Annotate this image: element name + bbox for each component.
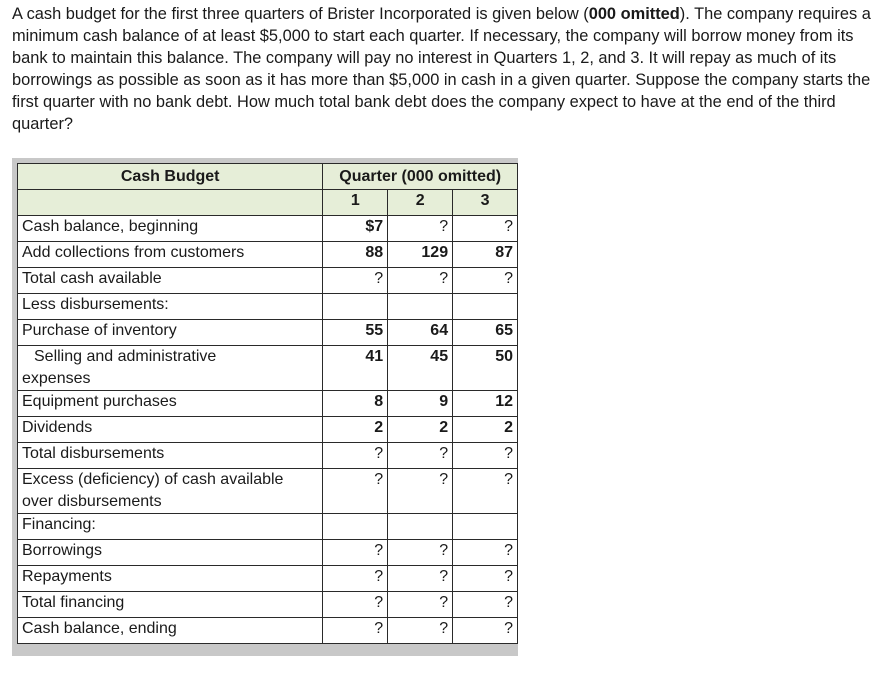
question-part-2: ). The company requires a minimum cash balance of at least $5,000 to start each quarter. If necessary, the company will borrow money from its bank to maintain this balance. The company will pay no interest in Quarters 1, 2, and 3. It will repay as much of its borrowings as possible as soon as it has more than $5,000 in cash in a given quarter. Suppose the company starts the first quarter with no bank debt. How much total bank debt does the company expect to have at the end of the third quarter? (12, 5, 871, 133)
quarter-2-header: 2 (388, 190, 453, 216)
value-cell: ? (453, 216, 518, 242)
value-cell: ? (388, 592, 453, 618)
value-cell: ? (323, 443, 388, 469)
value-cell: 2 (323, 417, 388, 443)
value-cell: ? (323, 592, 388, 618)
row-label: Financing: (18, 514, 323, 540)
question-text (12, 3, 878, 135)
value-cell: ? (453, 592, 518, 618)
value-cell: ? (388, 566, 453, 592)
value-cell: 129 (388, 242, 453, 268)
table-row (18, 242, 518, 268)
row-label: Borrowings (18, 540, 323, 566)
value-cell (388, 294, 453, 320)
value-cell: ? (453, 268, 518, 294)
row-label-line-2: expenses (22, 370, 91, 387)
value-cell: 45 (388, 346, 453, 391)
value-cell: 8 (323, 391, 388, 417)
value-cell: 88 (323, 242, 388, 268)
value-cell (453, 294, 518, 320)
value-cell: ? (388, 540, 453, 566)
table-row (18, 592, 518, 618)
table-row (18, 618, 518, 644)
table-row (18, 566, 518, 592)
quarter-header: Quarter (000 omitted) (323, 164, 518, 190)
quarter-1-header: 1 (323, 190, 388, 216)
value-cell (388, 514, 453, 540)
table-row (18, 391, 518, 417)
row-label: Total disbursements (18, 443, 323, 469)
row-label: Less disbursements: (18, 294, 323, 320)
value-cell: ? (453, 443, 518, 469)
table-row (18, 443, 518, 469)
cash-budget-panel (12, 158, 518, 656)
table-row (18, 469, 518, 514)
row-label: Total financing (18, 592, 323, 618)
header-row (18, 164, 518, 190)
blank-header-cell (18, 190, 323, 216)
row-label: Cash balance, ending (18, 618, 323, 644)
value-cell: 12 (453, 391, 518, 417)
value-cell: 2 (388, 417, 453, 443)
value-cell: ? (453, 469, 518, 514)
value-cell (323, 514, 388, 540)
value-cell: 41 (323, 346, 388, 391)
row-label (18, 469, 323, 514)
quarter-number-row (18, 190, 518, 216)
table-row (18, 540, 518, 566)
value-cell: 2 (453, 417, 518, 443)
value-cell (323, 294, 388, 320)
table-row (18, 346, 518, 391)
row-label: Purchase of inventory (18, 320, 323, 346)
value-cell: ? (453, 618, 518, 644)
value-cell: 64 (388, 320, 453, 346)
row-label: Total cash available (18, 268, 323, 294)
cash-budget-table (17, 163, 518, 644)
row-label: Equipment purchases (18, 391, 323, 417)
row-label-line-1: Excess (deficiency) of cash available (22, 471, 284, 488)
value-cell: ? (453, 540, 518, 566)
value-cell: 50 (453, 346, 518, 391)
row-label-line-1: Selling and administrative (34, 348, 217, 365)
value-cell: ? (388, 268, 453, 294)
value-cell: 65 (453, 320, 518, 346)
row-label (18, 346, 323, 391)
value-cell: ? (453, 566, 518, 592)
value-cell: 55 (323, 320, 388, 346)
row-label: Add collections from customers (18, 242, 323, 268)
value-cell: ? (323, 268, 388, 294)
table-row (18, 320, 518, 346)
table-row (18, 216, 518, 242)
value-cell: ? (388, 216, 453, 242)
row-label: Repayments (18, 566, 323, 592)
cash-budget-header: Cash Budget (18, 164, 323, 190)
value-cell: 9 (388, 391, 453, 417)
value-cell: ? (323, 566, 388, 592)
row-label-line-2: over disbursements (22, 493, 162, 510)
question-part-1: A cash budget for the first three quarters of Brister Incorporated is given below ( (12, 5, 589, 23)
value-cell: ? (323, 540, 388, 566)
question-bold: 000 omitted (588, 5, 680, 23)
value-cell: ? (323, 469, 388, 514)
row-label: Dividends (18, 417, 323, 443)
table-row (18, 514, 518, 540)
value-cell: 87 (453, 242, 518, 268)
value-cell: ? (388, 469, 453, 514)
table-row (18, 294, 518, 320)
row-label: Cash balance, beginning (18, 216, 323, 242)
value-cell: ? (388, 443, 453, 469)
value-cell (453, 514, 518, 540)
value-cell: ? (388, 618, 453, 644)
value-cell: ? (323, 618, 388, 644)
value-cell: $7 (323, 216, 388, 242)
quarter-3-header: 3 (453, 190, 518, 216)
table-row (18, 268, 518, 294)
table-row (18, 417, 518, 443)
